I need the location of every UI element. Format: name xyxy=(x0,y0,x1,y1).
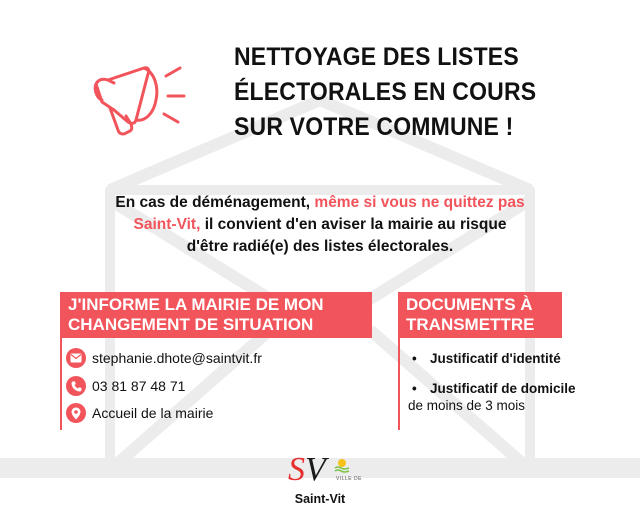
intro-paragraph xyxy=(40,192,600,258)
intro-highlight-2: Saint-Vit, xyxy=(133,216,201,233)
documents-panel xyxy=(398,292,578,432)
headline-line-1: NETTOYAGE DES LISTES xyxy=(234,43,519,71)
megaphone-icon xyxy=(84,50,214,150)
documents-title-line-2: TRANSMETTRE xyxy=(406,315,535,334)
bullet-icon: • xyxy=(412,351,417,366)
logo-name: Saint-Vit xyxy=(294,492,346,506)
saint-vit-logo xyxy=(284,452,364,510)
envelope-icon xyxy=(66,348,86,368)
documents-panel-title xyxy=(398,292,562,338)
document-item xyxy=(408,380,592,414)
intro-text-1: En cas de déménagement, xyxy=(115,194,315,211)
document-item-label: Justificatif d'identité xyxy=(430,351,561,366)
logo-small-text: VILLE DE xyxy=(336,476,362,482)
contact-phone[interactable] xyxy=(66,375,185,397)
logo-monogram xyxy=(288,452,326,488)
documents-title-line-1: DOCUMENTS À xyxy=(406,295,533,314)
phone-number[interactable]: 03 81 87 48 71 xyxy=(92,378,186,394)
inform-mairie-panel xyxy=(60,292,372,432)
intro-text-3: d'être radié(e) des listes électorales. xyxy=(186,238,454,255)
document-item-detail: de moins de 3 mois xyxy=(408,398,526,413)
headline-line-3: SUR VOTRE COMMUNE ! xyxy=(234,113,514,141)
inform-title-line-2: CHANGEMENT DE SITUATION xyxy=(68,315,314,334)
logo-letter-s: S xyxy=(288,451,305,488)
contact-email[interactable] xyxy=(66,347,262,369)
intro-highlight-1: même si vous ne quittez pas xyxy=(314,194,525,211)
document-item-label: Justificatif de domicile xyxy=(430,381,576,396)
phone-icon xyxy=(66,376,86,396)
bullet-icon: • xyxy=(412,381,417,396)
location-pin-icon xyxy=(66,403,86,423)
main-headline xyxy=(234,40,602,145)
location-text: Accueil de la mairie xyxy=(92,405,214,421)
inform-title-line-1: J'INFORME LA MAIRIE DE MON xyxy=(68,295,324,314)
intro-text-2: il convient d'en aviser la mairie au risque xyxy=(200,216,507,233)
document-item xyxy=(412,350,592,367)
headline-line-2: ÉLECTORALES EN COURS xyxy=(234,78,537,106)
contact-location xyxy=(66,402,213,424)
logo-letter-v: V xyxy=(305,451,326,488)
email-address[interactable]: stephanie.dhote@saintvit.fr xyxy=(92,350,262,366)
logo-sun-icon xyxy=(334,458,350,474)
inform-panel-title xyxy=(60,292,372,338)
